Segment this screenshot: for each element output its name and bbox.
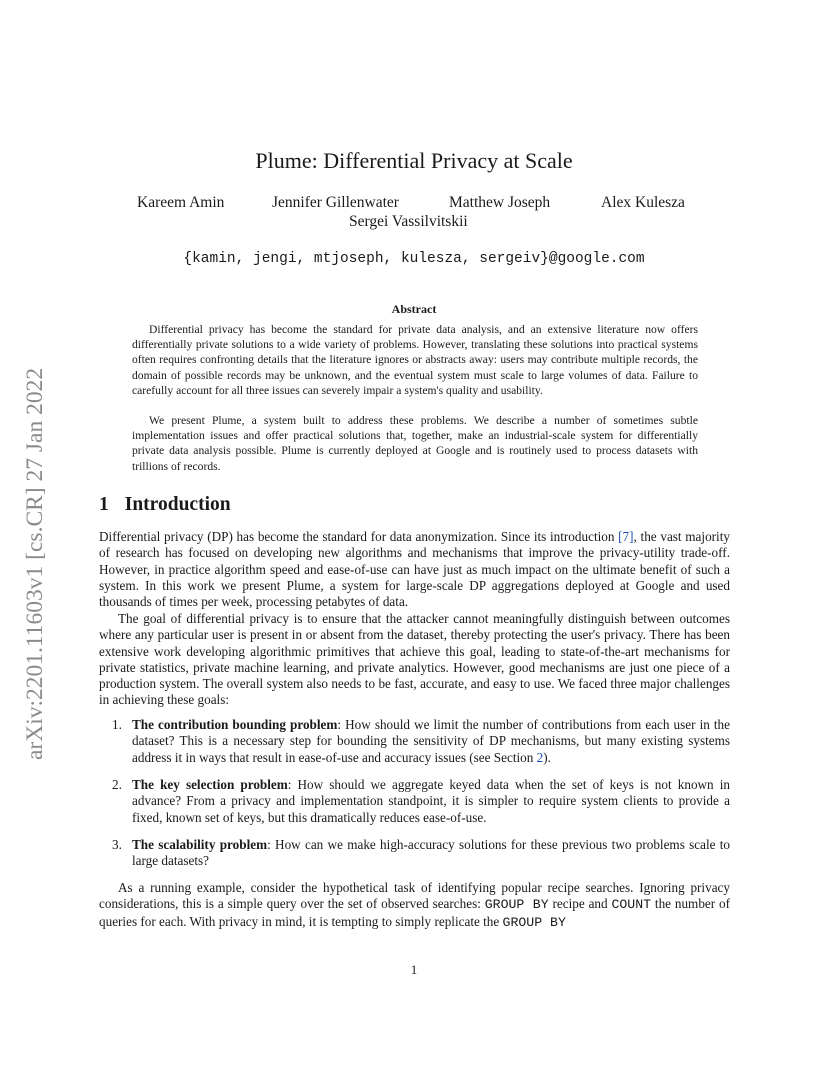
text: : How can we make high-accuracy solutions for these previous two problems scale to large datasets? [132,837,731,869]
abstract-paragraph: Differential privacy has become the standard for private data analysis, and an extensive literature now offers differentially private solutions to a wide variety of problems. However, translating these solutions into practical systems often requires confronting details that the literature ignores or abstracts away: users may contribute multiple records, the domain of possible records may be unknown, and the eventual system must scale to large volumes of data. Failure to carefully account for all three issues can severely impair a system's quality and usability. [132,323,698,397]
inline-code: GROUP BY [502,914,566,930]
list-number: 3. [112,837,122,852]
list-item [112,777,730,826]
section-ref-link[interactable]: 2 [536,749,544,765]
text: , the vast majority of research has focused on developing new algorithms and mechanisms that improve the privacy-utility trade-off. However, in practice algorithm speed and ease-of-use can have just as much impact on the ultimate benefit of such a system. In this work we present Plume, a system for large-scale DP aggregations deployed at Google and used thousands of times per week, processing petabytes of data. [99,529,730,610]
list-item-title: The scalability problem [132,837,268,852]
section-title: Introduction [124,494,231,515]
section-heading [99,492,231,518]
section-number: 1 [99,494,109,515]
list-number: 2. [112,777,122,792]
text: ). [543,749,551,765]
list-item-title: The contribution bounding problem [132,717,338,732]
text: : How should we aggregate keyed data when the set of keys is not known in advance? From a privacy and implementation standpoint, it is simpler to require system clients to provide a fixed, known set of keys, but this dramatically reduces ease-of-use. [132,777,730,825]
list-item-title: The key selection problem [132,777,288,792]
citation-link[interactable]: [7] [618,529,634,544]
author-name: Sergei Vassilvitskii [349,213,468,230]
text: As a running example, consider the hypothetical task of identifying popular recipe searches. Ignoring privacy considerations, this is a simple query over the set of observed searches: [99,880,730,912]
intro-paragraph: The goal of differential privacy is to ensure that the attacker cannot meaningfully distinguish between outcomes where any particular user is present in or absent from the dataset, thereby protecting the user's privacy. There has been extensive work developing algorithmic primitives that achieve this goal, leading to state-of-the-art mechanisms for private statistics, private machine learning, and private analytics. However, good mechanisms are just one piece of a production system. The overall system also needs to be fast, accurate, and easy to use. We faced three major challenges in achieving these goals: [99,611,730,708]
inline-code: COUNT [611,897,652,913]
abstract-paragraph: We present Plume, a system built to address these problems. We describe a number of sometimes subtle implementation issues and offer practical solutions that, together, make an industrial-scale system for differentially private data analysis possible. Plume is currently deployed at Google and is routinely used to process datasets with trillions of records. [132,414,698,473]
text: the number of queries for each. With privacy in mind, it is tempting to simply replicate the [99,896,730,929]
paper-title: Plume: Differential Privacy at Scale [255,148,573,173]
text: : How should we limit the number of contributions from each user in the dataset? This is a necessary step for bounding the sensitivity of DP mechanisms, but many existing systems address it in ways that result in ease-of-use and accuracy issues (see Section [132,717,730,765]
abstract-heading: Abstract [391,302,437,316]
list-number: 1. [112,717,122,732]
author-name: Kareem Amin [137,194,225,211]
page-number: 1 [410,962,418,977]
text: recipe and [548,896,612,912]
author-name: Jennifer Gillenwater [272,194,399,211]
arxiv-identifier-stamp: arXiv:2201.11603v1 [cs.CR] 27 Jan 2022 [22,367,48,760]
intro-paragraph [99,529,730,610]
author-name: Alex Kulesza [601,194,685,211]
list-item [112,837,730,870]
text: Differential privacy (DP) has become the standard for data anonymization. Since its introduction [99,529,619,544]
author-name: Matthew Joseph [449,194,551,211]
intro-paragraph [99,880,730,931]
inline-code: GROUP BY [484,897,549,913]
author-emails: {kamin, jengi, mtjoseph, kulesza, sergeiv}@google.com [183,251,645,267]
list-item [112,717,730,766]
